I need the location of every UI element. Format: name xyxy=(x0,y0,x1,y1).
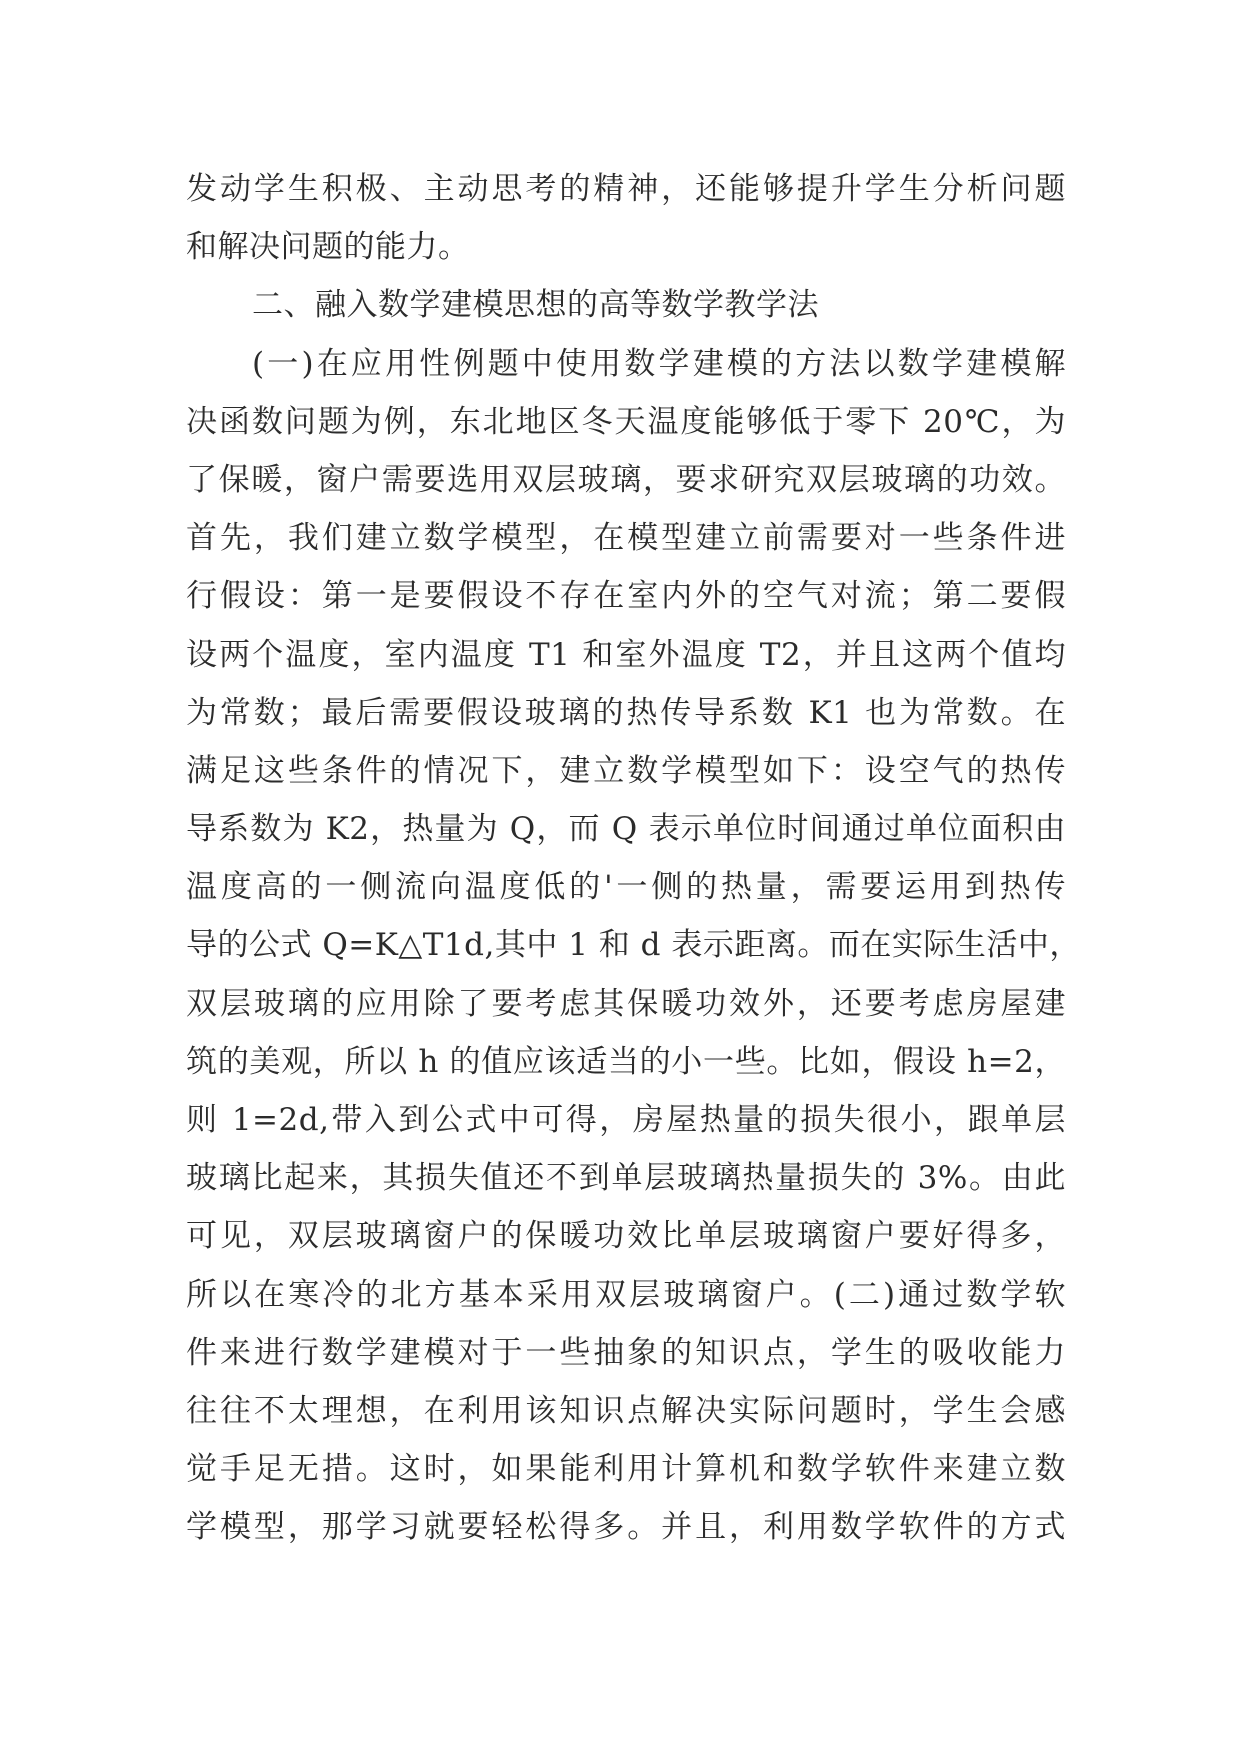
text-line: 决函数问题为例，东北地区冬天温度能够低于零下 20℃，为 xyxy=(186,403,1066,440)
text-line: 导系数为 K2，热量为 Q，而 Q 表示单位时间通过单位面积由 xyxy=(186,811,1066,848)
text-line: 发动学生积极、主动思考的精神，还能够提升学生分析问题 xyxy=(186,171,1066,207)
text-line: 温度高的一侧流向温度低的'一侧的热量，需要运用到热传 xyxy=(186,869,1066,906)
text-line: 为常数；最后需要假设玻璃的热传导系数 K1 也为常数。在 xyxy=(186,694,1066,731)
text-line: 往往不太理想，在利用该知识点解决实际问题时，学生会感 xyxy=(186,1392,1066,1429)
text-line: 首先，我们建立数学模型，在模型建立前需要对一些条件进 xyxy=(186,520,1066,557)
text-line: 学模型，那学习就要轻松得多。并且，利用数学软件的方式 xyxy=(186,1509,1066,1546)
text-line: 满足这些条件的情况下，建立数学模型如下：设空气的热传 xyxy=(186,752,1066,789)
text-line: 和解决问题的能力。 xyxy=(186,229,470,266)
text-line: 导的公式 Q=K△T1d,其中 1 和 d 表示距离。而在实际生活中， xyxy=(186,927,1081,964)
text-line: 则 1=2d,带入到公式中可得，房屋热量的损失很小，跟单层 xyxy=(186,1102,1066,1138)
text-line: 觉手足无措。这时，如果能利用计算机和数学软件来建立数 xyxy=(186,1451,1066,1488)
body-text xyxy=(186,160,1081,1557)
text-line: 件来进行数学建模对于一些抽象的知识点，学生的吸收能力 xyxy=(186,1334,1066,1371)
text-line: 设两个温度，室内温度 T1 和室外温度 T2，并且这两个值均 xyxy=(186,636,1066,673)
section-heading: 二、融入数学建模思想的高等数学教学法 xyxy=(252,287,819,324)
text-line: 行假设：第一是要假设不存在室内外的空气对流；第二要假 xyxy=(186,578,1066,615)
text-line: 筑的美观，所以 h 的值应该适当的小一些。比如，假设 h=2， xyxy=(186,1043,1066,1080)
text-line: 玻璃比起来，其损失值还不到单层玻璃热量损失的 3%。由此 xyxy=(186,1160,1066,1197)
subsection-heading-line: (一)在应用性例题中使用数学建模的方法以数学建模解 xyxy=(252,345,1066,382)
text-line: 双层玻璃的应用除了要考虑其保暖功效外，还要考虑房屋建 xyxy=(186,985,1066,1022)
text-line: 所以在寒冷的北方基本采用双层玻璃窗户。(二)通过数学软 xyxy=(186,1276,1066,1313)
text-line: 了保暖，窗户需要选用双层玻璃，要求研究双层玻璃的功效。 xyxy=(186,461,1066,498)
text-line: 可见，双层玻璃窗户的保暖功效比单层玻璃窗户要好得多， xyxy=(186,1218,1066,1255)
